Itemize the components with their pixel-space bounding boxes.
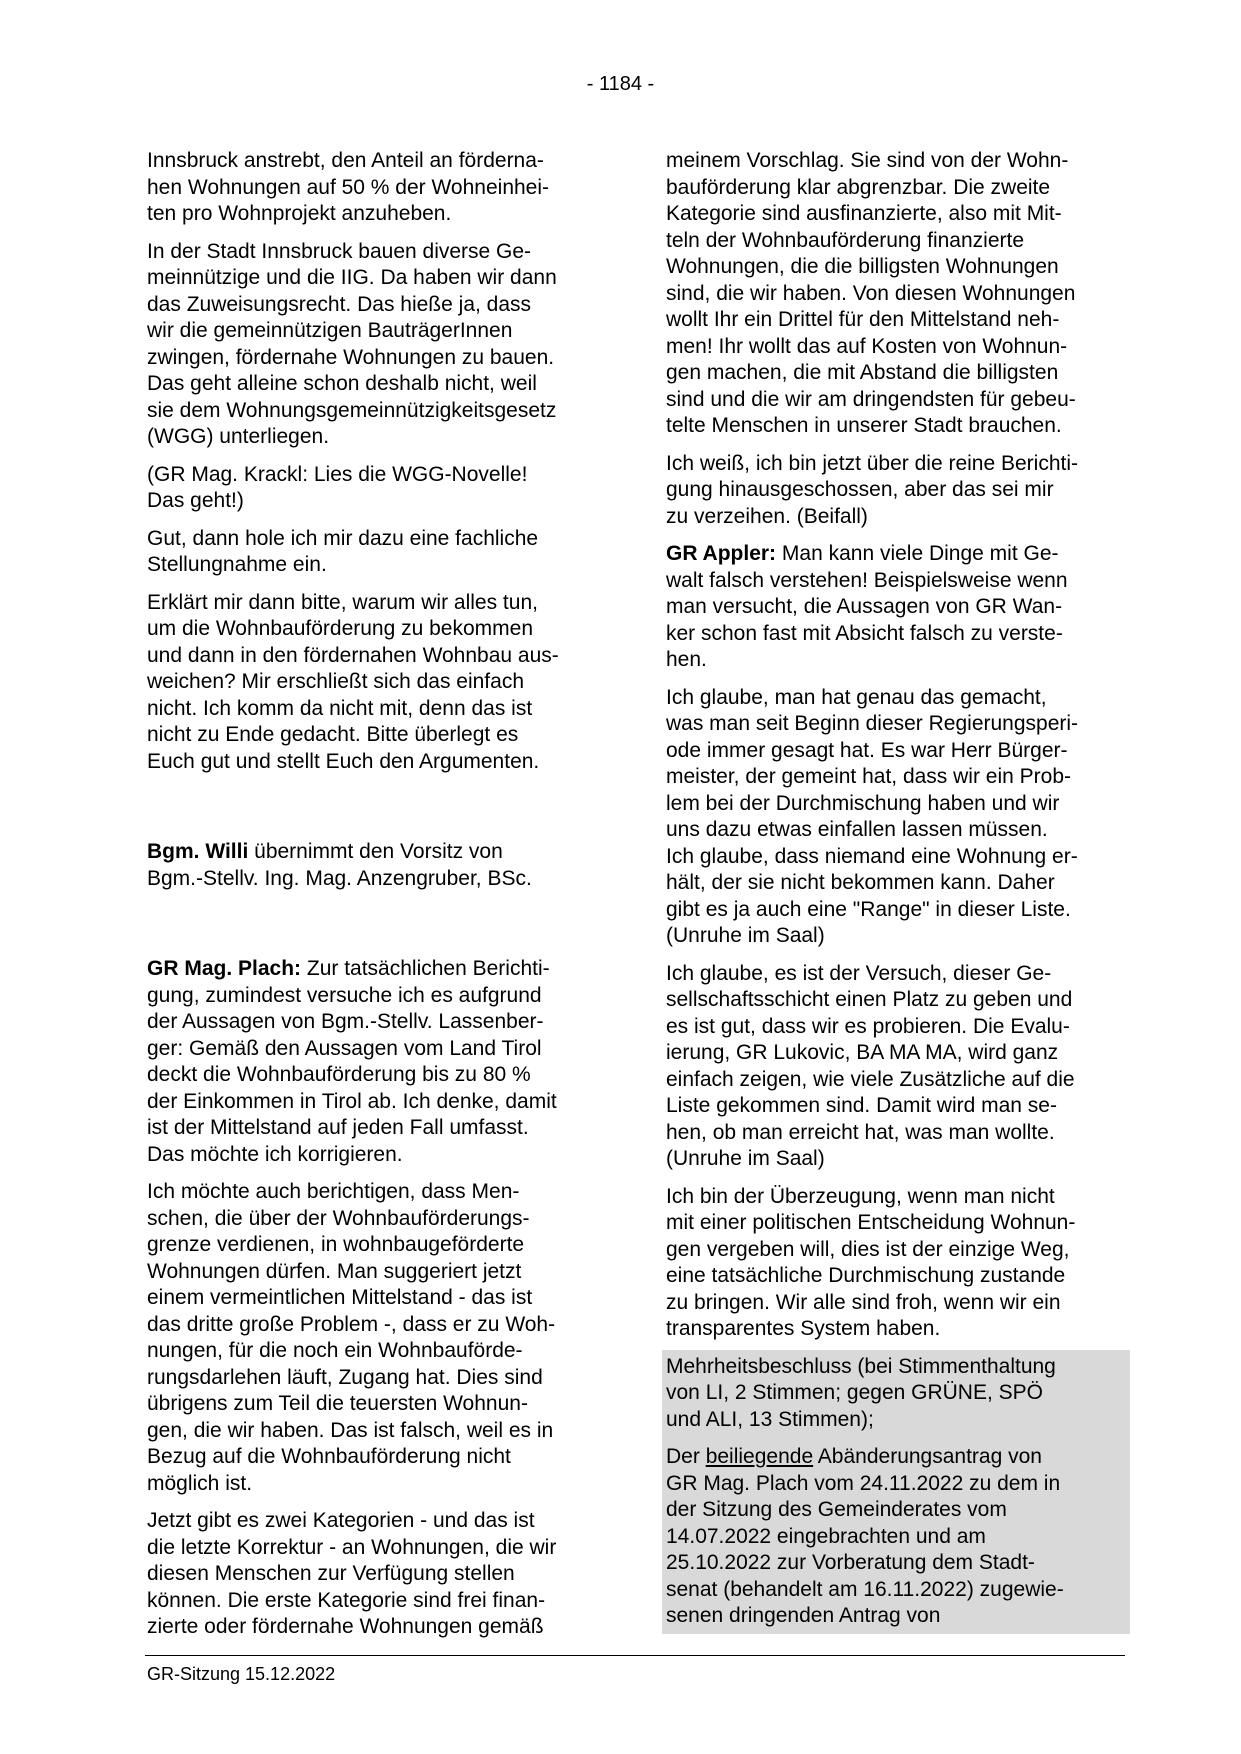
text-line: weichen? Mir erschließt sich das einfach — [147, 670, 524, 693]
text-line: grenze verdienen, in wohnbaugeförderte — [147, 1233, 525, 1256]
text-line: men! Ihr wollt das auf Kosten von Wohnun- — [666, 334, 1068, 358]
page-number: - 1184 - — [586, 73, 655, 95]
paragraph — [147, 590, 607, 776]
text-line: senat (behandelt am 16.11.2022) zugewie- — [666, 1577, 1064, 1601]
text-line: schen, die über der Wohnbauförderungs- — [147, 1206, 530, 1230]
text-line: mit einer politischen Entscheidung Wohnun- — [666, 1211, 1076, 1234]
text-line: wollt Ihr ein Drittel für den Mittelstand neh- — [666, 308, 1060, 331]
text-line: Innsbruck anstrebt, den Anteil an förderna- — [147, 149, 544, 172]
text-line: sind und die wir am dringendsten für gebeu- — [666, 387, 1076, 411]
paragraph — [666, 148, 1126, 440]
text-line: sie dem Wohnungsgemeinnützigkeitsgesetz — [147, 398, 557, 422]
text-line: man versucht, die Aussagen von GR Wan- — [666, 595, 1063, 618]
text-fragment: übernimmt den Vorsitz von — [248, 840, 503, 863]
text-line: übrigens zum Teil die teuersten Wohnun- — [147, 1392, 528, 1415]
text-line: Ich möchte auch berichtigen, dass Men- — [147, 1180, 520, 1203]
paragraph — [666, 451, 1126, 531]
text-line: ger: Gemäß den Aussagen vom Land Tirol — [147, 1036, 542, 1060]
text-line: walt falsch verstehen! Beispielsweise wenn — [666, 568, 1068, 592]
text-fragment: Man kann viele Dinge mit Ge- — [776, 542, 1059, 565]
text-line: telte Menschen in unserer Stadt brauchen. — [666, 414, 1062, 437]
text-line: Ich glaube, man hat genau das gemacht, — [666, 685, 1047, 709]
decision-box — [662, 1350, 1130, 1634]
text-line: gen machen, die mit Abstand die billigsten — [666, 361, 1059, 384]
text-line: senen dringenden Antrag von — [666, 1604, 941, 1627]
text-line: Mehrheitsbeschluss (bei Stimmenthaltung — [666, 1354, 1056, 1378]
paragraph — [147, 526, 607, 579]
text-line: wir die gemeinnützigen BauträgerInnen — [147, 319, 513, 342]
decision-result — [666, 1354, 1126, 1434]
paragraph — [666, 685, 1126, 950]
text-line: der Sitzung des Gemeinderates vom — [666, 1498, 1007, 1521]
interjection — [147, 462, 607, 515]
text-line: zu bringen. Wir alle sind froh, wenn wir ein — [666, 1290, 1061, 1314]
text-line — [147, 839, 607, 866]
paragraph — [147, 1508, 607, 1641]
text-line: gibt es ja auch eine "Range" in dieser Liste. — [666, 897, 1071, 921]
text-line: das dritte große Problem -, dass er zu Woh- — [147, 1312, 556, 1336]
text-line: gung hinausgeschossen, aber das sei mir — [666, 478, 1054, 501]
text-line: ten pro Wohnprojekt anzuheben. — [147, 202, 452, 225]
text-line: es ist gut, dass wir es probieren. Die Evalu- — [666, 1014, 1070, 1038]
text-line: rungsdarlehen läuft, Zugang hat. Dies sind — [147, 1365, 543, 1389]
text-line: sellschaftsschicht einen Platz zu geben und — [666, 988, 1073, 1011]
text-fragment: Abänderungsantrag von — [813, 1445, 1042, 1468]
spacer — [147, 786, 607, 839]
text-line: nicht zu Ende gedacht. Bitte überlegt es — [147, 723, 519, 746]
text-line — [147, 956, 607, 983]
text-line: (GR Mag. Krackl: Lies die WGG-Novelle! — [147, 462, 528, 486]
text-line: meister, der gemeint hat, dass wir ein Prob- — [666, 765, 1072, 788]
text-line: lem bei der Durchmischung haben und wir — [666, 791, 1060, 815]
text-line: zu verzeihen. (Beifall) — [666, 504, 868, 528]
text-line: Ich glaube, dass niemand eine Wohnung er- — [666, 844, 1078, 868]
text-line: (WGG) unterliegen. — [147, 425, 330, 448]
text-line: (Unruhe im Saal) — [666, 924, 825, 947]
text-line: können. Die erste Kategorie sind frei finan- — [147, 1588, 546, 1612]
text-line: eine tatsächliche Durchmischung zustande — [666, 1264, 1066, 1287]
text-line: um die Wohnbauförderung zu bekommen — [147, 617, 534, 640]
text-line: nicht. Ich komm da nicht mit, denn das ist — [147, 696, 533, 720]
text-line: Das möchte ich korrigieren. — [147, 1142, 403, 1166]
text-line: Ich bin der Überzeugung, wenn man nicht — [666, 1184, 1055, 1208]
paragraph — [147, 1179, 607, 1497]
text-line: deckt die Wohnbauförderung bis zu 80 % — [147, 1063, 531, 1086]
text-line: Bezug auf die Wohnbauförderung nicht — [147, 1445, 511, 1468]
speaker-name: GR Mag. Plach: — [147, 957, 302, 980]
text-line: einfach zeigen, wie viele Zusätzliche auf die — [666, 1067, 1075, 1091]
text-line: zwingen, fördernahe Wohnungen zu bauen. — [147, 345, 555, 369]
left-column — [147, 148, 607, 1652]
text-line: uns dazu etwas einfallen lassen müssen. — [666, 818, 1048, 841]
text-line: Ich glaube, es ist der Versuch, dieser Ge- — [666, 961, 1052, 985]
text-line: ist der Mittelstand auf jeden Fall umfasst. — [147, 1116, 529, 1139]
text-line: hen Wohnungen auf 50 % der Wohneinhei- — [147, 175, 550, 199]
text-line: Gut, dann hole ich mir dazu eine fachliche — [147, 526, 539, 550]
text-line: ode immer gesagt hat. Es war Herr Bürger- — [666, 738, 1068, 762]
text-line: Bgm.-Stellv. Ing. Mag. Anzengruber, BSc. — [147, 866, 532, 890]
text-line: meinem Vorschlag. Sie sind von der Wohn- — [666, 149, 1069, 172]
text-line: möglich ist. — [147, 1471, 253, 1495]
text-line: der Einkommen in Tirol ab. Ich denke, damit — [147, 1089, 557, 1113]
chair-change-notice — [147, 839, 607, 892]
text-line: ierung, GR Lukovic, BA MA MA, wird ganz — [666, 1041, 1059, 1064]
text-line: und dann in den fördernahen Wohnbau aus- — [147, 643, 559, 667]
text-line: transparentes System haben. — [666, 1317, 941, 1340]
paragraph — [666, 961, 1126, 1173]
text-line: Ich weiß, ich bin jetzt über die reine Berichti- — [666, 451, 1079, 475]
paragraph — [147, 148, 607, 228]
text-line: GR Mag. Plach vom 24.11.2022 zu dem in — [666, 1471, 1061, 1495]
speech-paragraph — [666, 541, 1126, 674]
text-line: gen, die wir haben. Das ist falsch, weil es in — [147, 1418, 554, 1442]
right-column — [666, 148, 1126, 1634]
text-line: Jetzt gibt es zwei Kategorien - und das ist — [147, 1509, 535, 1532]
text-fragment: Der — [666, 1445, 706, 1468]
text-line: sind, die wir haben. Von diesen Wohnungen — [666, 281, 1076, 305]
text-line: Wohnungen, die die billigsten Wohnungen — [666, 255, 1059, 278]
footer-divider — [145, 1655, 1125, 1656]
text-line: diesen Menschen zur Verfügung stellen — [147, 1562, 515, 1585]
text-line: von LI, 2 Stimmen; gegen GRÜNE, SPÖ — [666, 1381, 1043, 1404]
speech-paragraph — [147, 956, 607, 1168]
text-line: hen. — [666, 648, 707, 671]
text-fragment: Zur tatsächlichen Berichti- — [301, 957, 550, 980]
text-line: gung, zumindest versuche ich es aufgrund — [147, 983, 542, 1007]
text-line: der Aussagen von Bgm.-Stellv. Lassenber- — [147, 1010, 544, 1033]
text-line: ker schon fast mit Absicht falsch zu verste- — [666, 621, 1063, 645]
speaker-name: Bgm. Willi — [147, 840, 249, 863]
text-line: einem vermeintlichen Mittelstand - das ist — [147, 1286, 533, 1309]
text-line: Stellungnahme ein. — [147, 553, 327, 576]
text-line: die letzte Korrektur - an Wohnungen, die wir — [147, 1535, 557, 1559]
text-line: meinnützige und die IIG. Da haben wir dann — [147, 266, 557, 289]
text-line: und ALI, 13 Stimmen); — [666, 1407, 874, 1431]
spacer — [147, 903, 607, 956]
text-line: das Zuweisungsrecht. Das hieße ja, dass — [147, 292, 532, 316]
text-line: 25.10.2022 zur Vorberatung dem Stadt- — [666, 1551, 1035, 1574]
text-line — [666, 1444, 1126, 1471]
text-line: Liste gekommen sind. Damit wird man se- — [666, 1094, 1057, 1117]
text-line: Das geht!) — [147, 489, 244, 512]
text-line: Wohnungen dürfen. Man suggeriert jetzt — [147, 1259, 522, 1283]
speaker-name: GR Appler: — [666, 542, 777, 565]
underlined-word: beiliegende — [705, 1445, 814, 1468]
text-line: zierte oder fördernahe Wohnungen gemäß — [147, 1615, 544, 1638]
decision-text — [666, 1444, 1126, 1630]
text-line: was man seit Beginn dieser Regierungsperi- — [666, 712, 1079, 735]
text-line: In der Stadt Innsbruck bauen diverse Ge- — [147, 239, 532, 263]
text-line — [666, 541, 1126, 568]
text-line: (Unruhe im Saal) — [666, 1147, 825, 1170]
text-line: Erklärt mir dann bitte, warum wir alles tun, — [147, 590, 538, 614]
text-line: teln der Wohnbauförderung finanzierte — [666, 228, 1025, 252]
paragraph — [666, 1184, 1126, 1343]
text-line: Das geht alleine schon deshalb nicht, weil — [147, 372, 537, 395]
text-line: gen vergeben will, dies ist der einzige Weg, — [666, 1237, 1070, 1261]
text-line: hen, ob man erreicht hat, was man wollte. — [666, 1120, 1055, 1144]
text-line: Euch gut und stellt Euch den Argumenten. — [147, 749, 540, 773]
text-line: hält, der sie nicht bekommen kann. Daher — [666, 871, 1055, 894]
text-line: bauförderung klar abgrenzbar. Die zweite — [666, 175, 1051, 199]
text-line: nungen, für die noch ein Wohnbauförde- — [147, 1339, 523, 1362]
footer-text: GR-Sitzung 15.12.2022 — [147, 1664, 336, 1684]
text-line: 14.07.2022 eingebrachten und am — [666, 1524, 986, 1548]
text-line: Kategorie sind ausfinanzierte, also mit Mit- — [666, 202, 1062, 225]
paragraph — [147, 239, 607, 451]
